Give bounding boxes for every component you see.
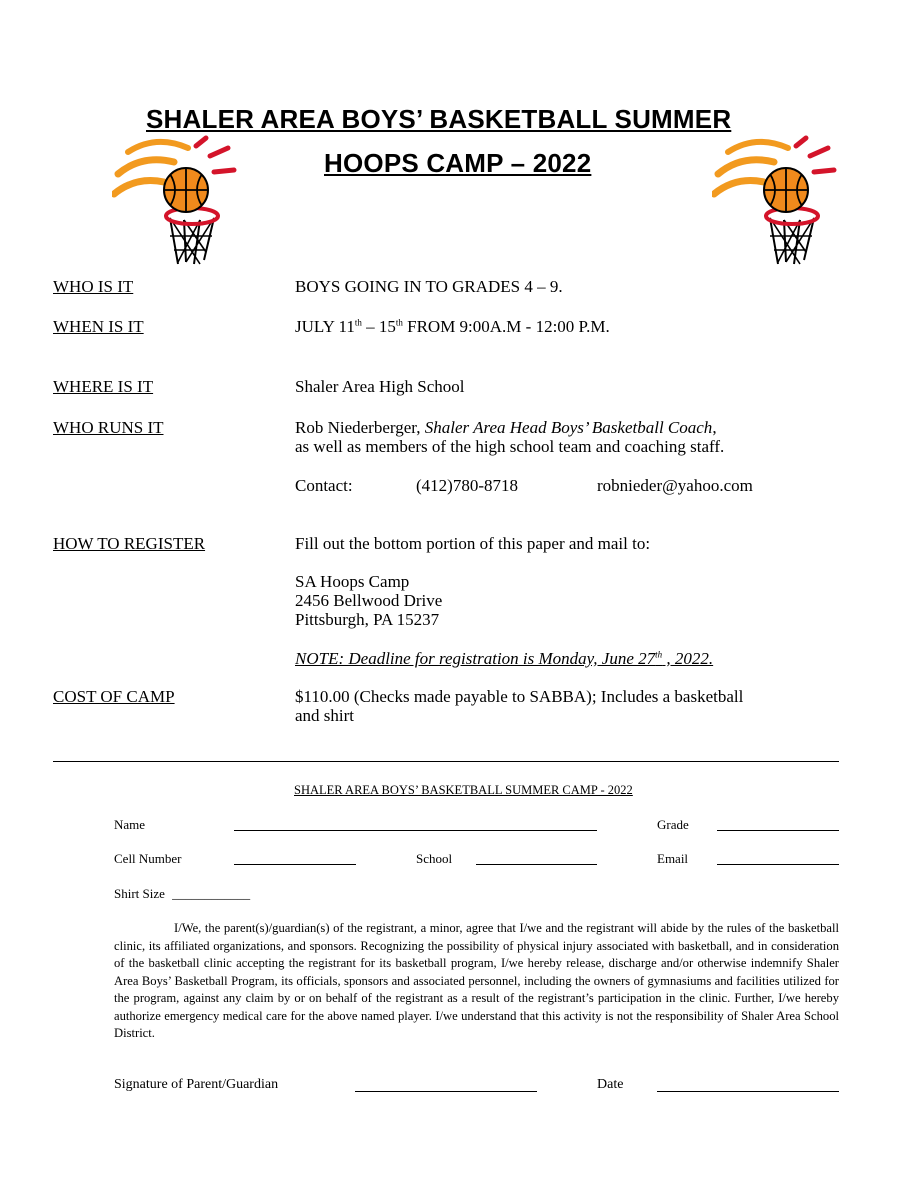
who-runs-label: WHO RUNS IT — [53, 418, 164, 437]
register-label: HOW TO REGISTER — [53, 534, 206, 553]
page-title-line2: HOOPS CAMP – 2022 — [324, 148, 592, 178]
when-value — [295, 317, 610, 337]
contact-label: Contact: — [295, 476, 353, 495]
cell-number-label: Cell Number — [114, 851, 182, 866]
basketball-hoop-icon — [112, 132, 242, 272]
mail-address-line3: Pittsburgh, PA 15237 — [295, 610, 440, 629]
when-prefix: JULY 11 — [295, 317, 355, 336]
name-label: Name — [114, 817, 146, 832]
email-label: Email — [657, 851, 689, 866]
deadline-note — [295, 649, 713, 669]
mail-address-line1: SA Hoops Camp — [295, 572, 410, 591]
who-value: BOYS GOING IN TO GRADES 4 – 9. — [295, 277, 563, 296]
who-runs-line2: as well as members of the high school team and coaching staff. — [295, 437, 725, 456]
email-field[interactable] — [717, 864, 839, 865]
when-mid: – 15 — [361, 317, 396, 336]
shirt-size-field[interactable]: ____________ — [172, 886, 251, 901]
contact-phone: (412)780-8718 — [416, 476, 518, 495]
who-label: WHO IS IT — [53, 277, 134, 296]
who-runs-line1 — [295, 418, 717, 438]
where-label: WHERE IS IT — [53, 377, 154, 396]
cell-number-field[interactable] — [234, 864, 356, 865]
name-field[interactable] — [234, 830, 597, 831]
cost-line2: and shirt — [295, 706, 355, 725]
date-label: Date — [597, 1077, 624, 1092]
shirt-size-label — [114, 886, 250, 902]
cost-label: COST OF CAMP — [53, 687, 175, 706]
cost-line1: $110.00 (Checks made payable to SABBA); Includes a basketball — [295, 687, 744, 706]
signature-field[interactable] — [355, 1091, 537, 1092]
mail-address-line2: 2456 Bellwood Drive — [295, 591, 443, 610]
liability-waiver: I/We, the parent(s)/guardian(s) of the registrant, a minor, agree that I/we and the registrant will abide by the rules of the basketball clinic, its affiliated organizations, and sponsors. Recognizing the possibility of physical injury associated with basketball, and in consideration of the basketball clinic accepting the registrant for its basketball program, I/we hereby release, discharge and/or otherwise indemnify Shaler Area Boys’ Basketball Program, its officials, sponsors and associated personnel, including the owners of gymnasiums and facilities utilized for the program, against any claim by or on behalf of the registrant as a result of the registrant’s participation in the clinic. Further, I/we hereby authorize emergency medical care for the above named player. I/we understand that this activity is not the responsibility of Shaler Area School District. — [114, 921, 839, 1040]
note-prefix: NOTE: Deadline for registration is Monday, June 27 — [295, 649, 656, 668]
where-value: Shaler Area High School — [295, 377, 465, 396]
form-title: SHALER AREA BOYS’ BASKETBALL SUMMER CAMP - 2022 — [294, 783, 633, 797]
note-suffix: , 2022. — [662, 649, 714, 668]
shirt-size-text: Shirt Size — [114, 886, 165, 901]
register-instruction: Fill out the bottom portion of this paper and mail to: — [295, 534, 651, 553]
date-field[interactable] — [657, 1091, 839, 1092]
coach-role-suffix: , — [712, 418, 717, 437]
page-title-line1: SHALER AREA BOYS’ BASKETBALL SUMMER — [146, 104, 732, 134]
coach-role: Shaler Area Head Boys’ Basketball Coach — [424, 418, 713, 437]
signature-label: Signature of Parent/Guardian — [114, 1077, 279, 1092]
when-sup1: th — [354, 317, 362, 328]
coach-name: Rob Niederberger, — [295, 418, 425, 437]
school-label: School — [416, 851, 453, 866]
grade-label: Grade — [657, 817, 689, 832]
when-suffix: FROM 9:00A.M - 12:00 P.M. — [402, 317, 610, 336]
when-label: WHEN IS IT — [53, 317, 144, 336]
section-divider — [53, 761, 839, 762]
contact-email: robnieder@yahoo.com — [597, 476, 753, 495]
grade-field[interactable] — [717, 830, 839, 831]
school-field[interactable] — [476, 864, 597, 865]
when-sup2: th — [395, 317, 403, 328]
basketball-hoop-icon — [712, 132, 842, 272]
note-sup: th — [655, 649, 663, 660]
